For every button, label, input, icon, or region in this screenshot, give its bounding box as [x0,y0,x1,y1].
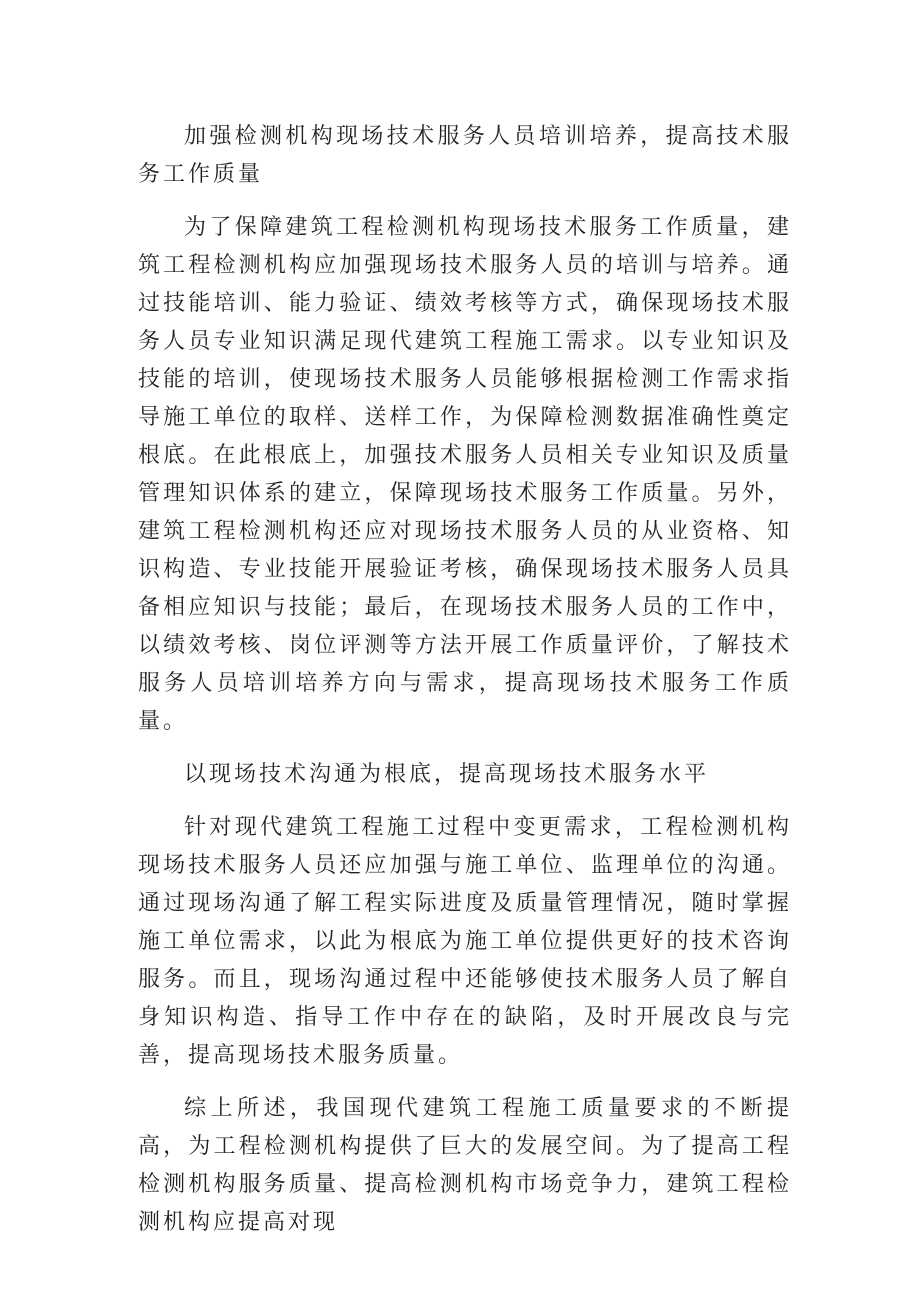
section-heading-communication: 以现场技术沟通为根底，提高现场技术服务水平 [184,762,710,787]
section-heading-training: 加强检测机构现场技术服务人员培训培养，提高技术服务工作质量 [138,124,792,187]
section-paragraph-communication: 针对现代建筑工程施工过程中变更需求，工程检测机构现场技术服务人员还应加强与施工单位、监理单位的沟通。通过现场沟通了解工程实际进度及质量管理情况，随时掌握施工单位需求，以此为根底为施工单位提供更好的技术咨询服务。而且，现场沟通过程中还能够使技术服务人员了解自身知识构造、指导工作中存在的缺陷，及时开展改良与完善，提高现场技术服务质量。 [138,815,792,1068]
section-paragraph-training: 为了保障建筑工程检测机构现场技术服务工作质量，建筑工程检测机构应加强现场技术服务人员的培训与培养。通过技能培训、能力验证、绩效考核等方式，确保现场技术服务人员专业知识满足现代建筑工程施工需求。以专业知识及技能的培训，使现场技术服务人员能够根据检测工作需求指导施工单位的取样、送样工作，为保障检测数据准确性奠定根底。在此根底上，加强技术服务人员相关专业知识及质量管理知识体系的建立，保障现场技术服务工作质量。另外，建筑工程检测机构还应对现场技术服务人员的从业资格、知识构造、专业技能开展验证考核，确保现场技术服务人员具备相应知识与技能；最后，在现场技术服务人员的工作中，以绩效考核、岗位评测等方法开展工作质量评价，了解技术服务人员培训培养方向与需求，提高现场技术服务工作质量。 [138,215,792,734]
conclusion-paragraph: 综上所述，我国现代建筑工程施工质量要求的不断提高，为工程检测机构提供了巨大的发展空间。为了提高工程检测机构服务质量、提高检测机构市场竞争力，建筑工程检测机构应提高对现 [138,1096,792,1235]
document-body [138,118,792,1242]
